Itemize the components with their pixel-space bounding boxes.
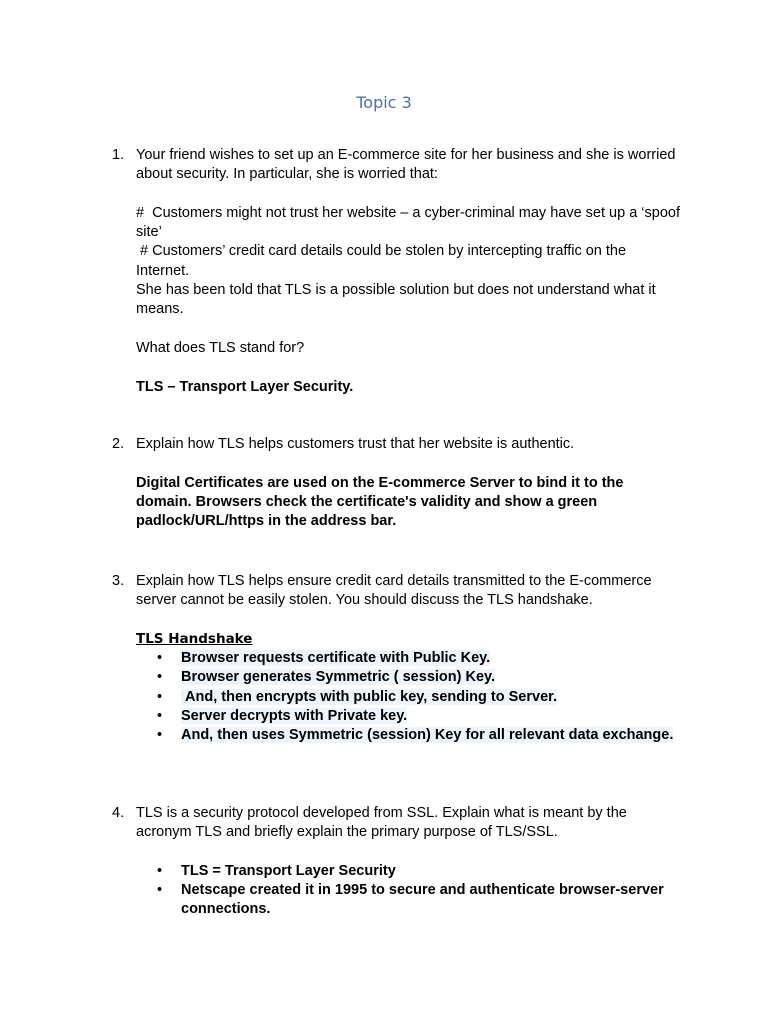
question-2-answer: Digital Certificates are used on the E-commerce Server to bind it to the domain. Browsers check the certificate's validity and show a green padlock/URL/https in the address bar. xyxy=(136,474,624,530)
handshake-steps xyxy=(136,649,682,745)
handshake-step: • And, then encrypts with public key, sending to Server. xyxy=(136,688,682,707)
question-2-prompt: Explain how TLS helps customers trust that her website is authentic. xyxy=(136,436,575,452)
page-title: Topic 3 xyxy=(356,93,412,112)
bullet-icon: • xyxy=(157,882,163,899)
question-4-point: • Netscape created it in 1995 to secure and authenticate browser-server connections. xyxy=(157,882,664,918)
question-1-context: She has been told that TLS is a possible solution but does not understand what it means. xyxy=(136,282,656,318)
bullet-icon: • xyxy=(157,862,163,879)
question-1-prompt: What does TLS stand for? xyxy=(136,339,305,356)
handshake-step: • And, then uses Symmetric (session) Key for all relevant data exchange. xyxy=(136,726,682,745)
handshake-step: • Server decrypts with Private key. xyxy=(136,707,682,726)
question-1-number: 1. xyxy=(112,147,125,163)
question-4-number: 4. xyxy=(112,805,125,821)
question-1-concern-2: # Customers’ credit card details could be stolen by intercepting traffic on the Internet. xyxy=(136,243,631,279)
handshake-step: • Browser generates Symmetric ( session) Key. xyxy=(136,668,682,687)
question-1 xyxy=(112,146,685,397)
question-1-intro: Your friend wishes to set up an E-commerce site for her business and she is worried about security. In particular, she is worried that: xyxy=(136,147,676,183)
bullet-icon: • xyxy=(157,688,163,705)
handshake-heading: TLS Handshake xyxy=(136,630,253,647)
bullet-icon: • xyxy=(157,650,163,667)
question-4-points xyxy=(136,862,682,920)
bullet-icon: • xyxy=(157,669,163,686)
question-3-prompt: Explain how TLS helps ensure credit card details transmitted to the E-commerce server cannot be easily stolen. You should discuss the TLS handshake. xyxy=(136,573,652,609)
question-2-number: 2. xyxy=(112,436,125,452)
question-4 xyxy=(112,804,682,920)
question-4-prompt: TLS is a security protocol developed from SSL. Explain what is meant by the acronym TLS and briefly explain the primary purpose of TLS/SSL. xyxy=(136,805,627,841)
question-3-number: 3. xyxy=(112,573,125,589)
bullet-icon: • xyxy=(157,727,163,744)
question-1-concern-1: # Customers might not trust her website – a cyber-criminal may have set up a ‘spoof site’ xyxy=(136,204,685,241)
question-2 xyxy=(112,435,682,531)
question-1-answer: TLS – Transport Layer Security. xyxy=(136,378,354,395)
question-3 xyxy=(112,572,682,746)
question-4-point: • TLS = Transport Layer Security xyxy=(136,862,682,881)
bullet-icon: • xyxy=(157,708,163,725)
handshake-step: • Browser requests certificate with Public Key. xyxy=(136,649,682,668)
